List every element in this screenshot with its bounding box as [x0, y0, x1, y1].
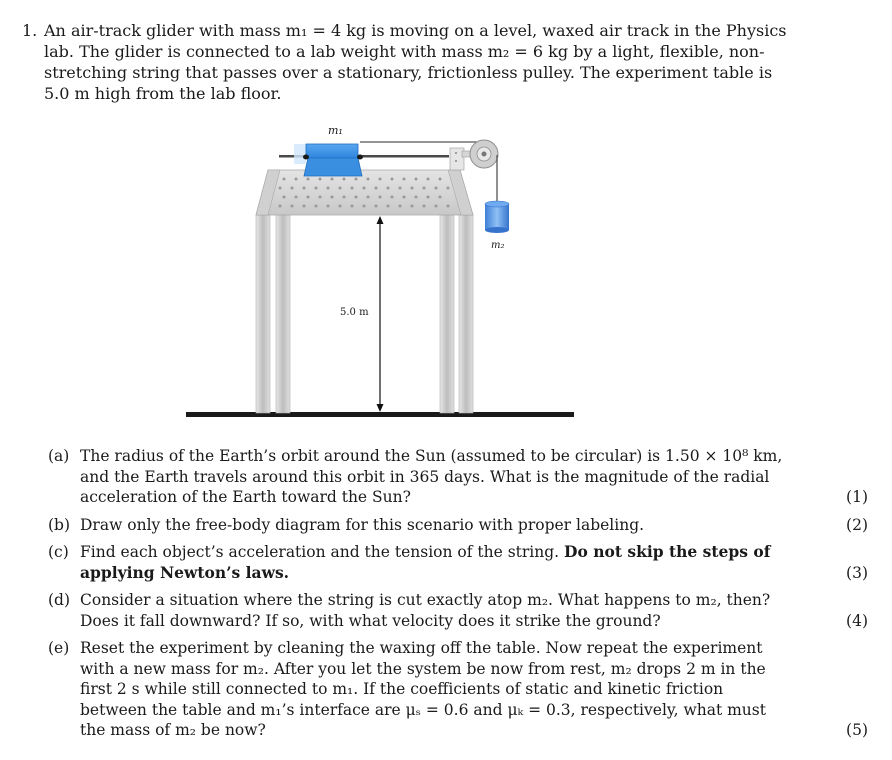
part-text: Find each object’s acceleration and the tension of the string. Do not skip the steps of applying Newton’s laws. — [80, 542, 771, 582]
marks-badge: (1) — [846, 488, 868, 506]
marks-badge: (5) — [846, 721, 868, 739]
part-text: Consider a situation where the string is cut exactly atop m₂. What happens to m₂, then? Does it fall downward? If so, with what velocity does it strike the ground? — [80, 591, 771, 630]
marks-badge: (4) — [846, 611, 868, 630]
marks-badge: (3) — [846, 563, 868, 582]
question-parts — [48, 446, 868, 748]
glider-mass-label: m₁ — [328, 124, 343, 137]
part-text: The radius of the Earth’s orbit around the Sun (assumed to be circular) is 1.50 × 10⁸ km, and the Earth travels around this orbit in 365 days. What is the magnitude of the radial acceleration of the Earth toward the Sun? — [80, 447, 783, 506]
pulley — [450, 140, 498, 170]
problem-number: 1. — [22, 21, 38, 40]
part-label: (a) — [48, 447, 70, 465]
problem-text: An air-track glider with mass m₁ = 4 kg is moving on a level, waxed air track in the Physics lab. The glider is connected to a lab weight with mass m₂ = 6 kg by a light, flexible, non-stretching string that passes over a stationary, frictionless pulley. The experiment table is 5.0 m high from the lab floor. — [44, 21, 787, 103]
part-label: (e) — [48, 639, 70, 657]
part-label: (c) — [48, 543, 69, 561]
air-track-diagram — [186, 115, 576, 423]
physics-figure — [186, 115, 576, 423]
part-label: (d) — [48, 591, 71, 609]
height-arrow — [377, 216, 384, 412]
lab-floor — [186, 412, 574, 417]
problem-statement — [22, 20, 802, 104]
bold-instruction: Do not skip the steps of applying Newton’s laws. — [80, 542, 771, 582]
part-text: Draw only the free-body diagram for this scenario with proper labeling. — [80, 515, 645, 534]
part-label: (b) — [48, 515, 71, 534]
question-part-a — [48, 446, 868, 508]
question-part-e — [48, 638, 868, 741]
part-text: Reset the experiment by cleaning the waxing off the table. Now repeat the experiment with a new mass for m₂. After you let the system be now from rest, m₂ drops 2 m in the first 2 s while still connected to m₁. If the coefficients of static and kinetic friction between the table and m₁’s interface are μₛ = 0.6 and μₖ = 0.3, respectively, what must the mass of m₂ be now? — [80, 639, 766, 739]
height-label: 5.0 m — [340, 307, 369, 318]
question-part-b — [48, 515, 868, 536]
hanging-weight — [485, 201, 509, 233]
question-part-c — [48, 542, 868, 583]
air-track-table — [256, 170, 473, 215]
weight-mass-label: m₂ — [491, 240, 505, 251]
question-part-d — [48, 590, 868, 631]
marks-badge: (2) — [846, 515, 868, 534]
